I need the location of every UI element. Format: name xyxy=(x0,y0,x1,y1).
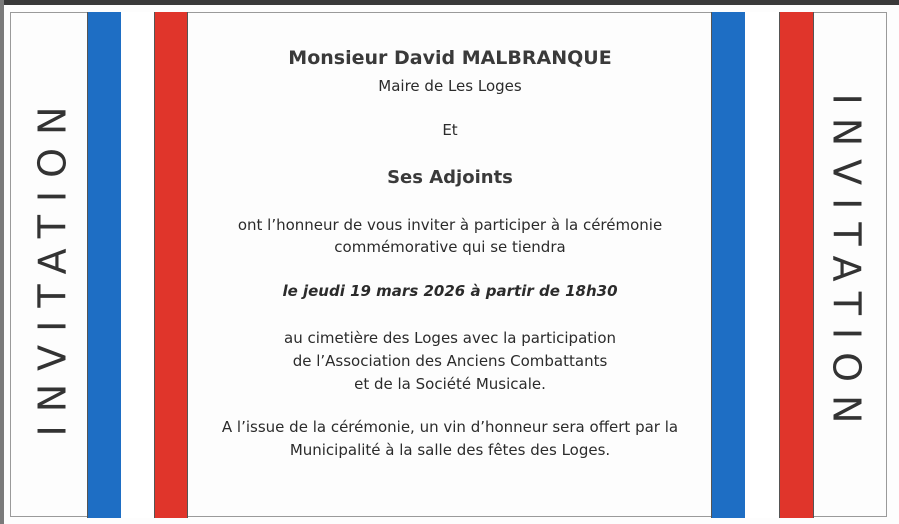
location-line-1: au cimetière des Loges avec la participation xyxy=(284,329,616,347)
top-edge xyxy=(0,0,899,5)
host-title: Maire de Les Loges xyxy=(378,77,522,95)
right-white-stripe xyxy=(745,12,780,518)
location-line-2: de l’Association des Anciens Combattants xyxy=(292,352,608,370)
body-line-2: commémorative qui se tiendra xyxy=(334,238,566,256)
right-blue-stripe xyxy=(711,12,746,518)
left-red-stripe xyxy=(154,12,188,518)
left-edge xyxy=(0,0,4,524)
event-date: le jeudi 19 mars 2026 à partir de 18h30 xyxy=(282,282,618,300)
closing-line-1: A l’issue de la cérémonie, un vin d’honneur sera offert par la xyxy=(221,418,679,436)
right-red-stripe xyxy=(779,12,814,518)
host-name: Monsieur David MALBRANQUE xyxy=(288,47,612,69)
left-blue-stripe xyxy=(87,12,122,518)
conjunction: Et xyxy=(442,121,458,139)
left-white-stripe xyxy=(121,12,155,518)
co-hosts: Ses Adjoints xyxy=(387,167,513,188)
right-invitation-label: INVITATION xyxy=(824,93,868,436)
closing-line-2: Municipalité à la salle des fêtes des Loges. xyxy=(289,441,611,459)
body-line-1: ont l’honneur de vous inviter à participer à la cérémonie xyxy=(237,216,663,234)
left-invitation-label: INVITATION xyxy=(30,93,74,436)
location-line-3: et de la Société Musicale. xyxy=(354,375,546,393)
